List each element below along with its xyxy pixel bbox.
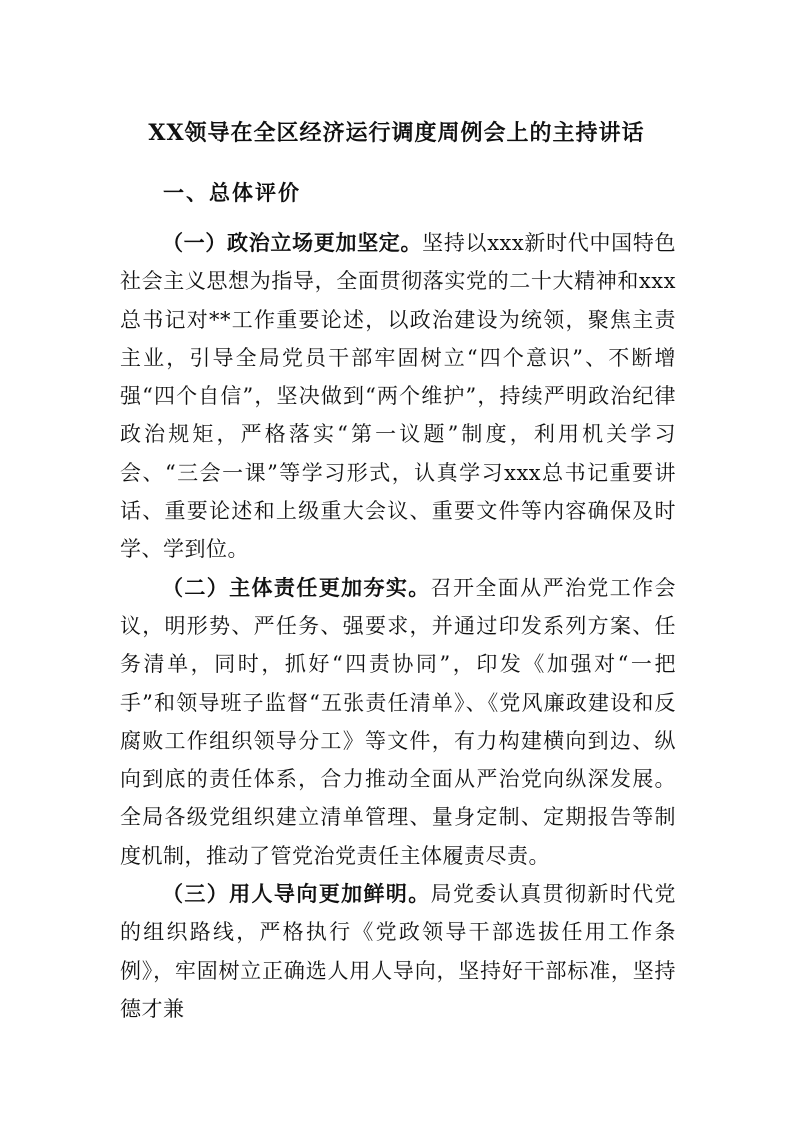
document-title: XX领导在全区经济运行调度周例会上的主持讲话 bbox=[148, 120, 645, 146]
paragraph-3 bbox=[120, 875, 676, 1028]
paragraph-3-text: 局党委认真贯彻新时代党的组织路线，严格执行《党政领导干部选拔任用工作条例》，牢固树立正确选人用人导向，坚持好干部标准，坚持德才兼 bbox=[120, 882, 677, 1021]
paragraph-2-lead: （二）主体责任更加夯实。 bbox=[162, 574, 431, 600]
paragraph-2 bbox=[120, 569, 676, 875]
document-body bbox=[120, 224, 676, 1028]
paragraph-2-text: 召开全面从严治党工作会议，明形势、严任务、强要求，并通过印发系列方案、任务清单，同时，抓好“四责协同”，印发《加强对“一把手”和领导班子监督“五张责任清单》、《党风廉政建设和反腐败工作组织领导分工》等文件，有力构建横向到边、纵向到底的责任体系，合力推动全面从严治党向纵深发展。全局各级党组织建立清单管理、量身定制、定期报告等制度机制，推动了管党治党责任主体履责尽责。 bbox=[120, 575, 677, 868]
paragraph-1-lead: （一）政治立场更加坚定。 bbox=[162, 230, 423, 255]
paragraph-1-text: 坚持以xxx新时代中国特色社会主义思想为指导，全面贯彻落实党的二十大精神和xxx总书记对**工作重要论述，以政治建设为统领，聚焦主责主业，引导全局党员干部牢固树立“四个意识”、不断增强“四个自信”，坚决做到“两个维护”，持续严明政治纪律政治规矩，严格落实“第一议题”制度，利用机关学习会、“三会一课”等学习形式，认真学习xxx总书记重要讲话、重要论述和上级重大会议、重要文件等内容确保及时学、学到位。 bbox=[120, 231, 677, 562]
paragraph-1 bbox=[120, 224, 676, 569]
paragraph-3-lead: （三）用人导向更加鲜明。 bbox=[162, 881, 431, 907]
section-heading: 一、总体评价 bbox=[163, 180, 301, 205]
